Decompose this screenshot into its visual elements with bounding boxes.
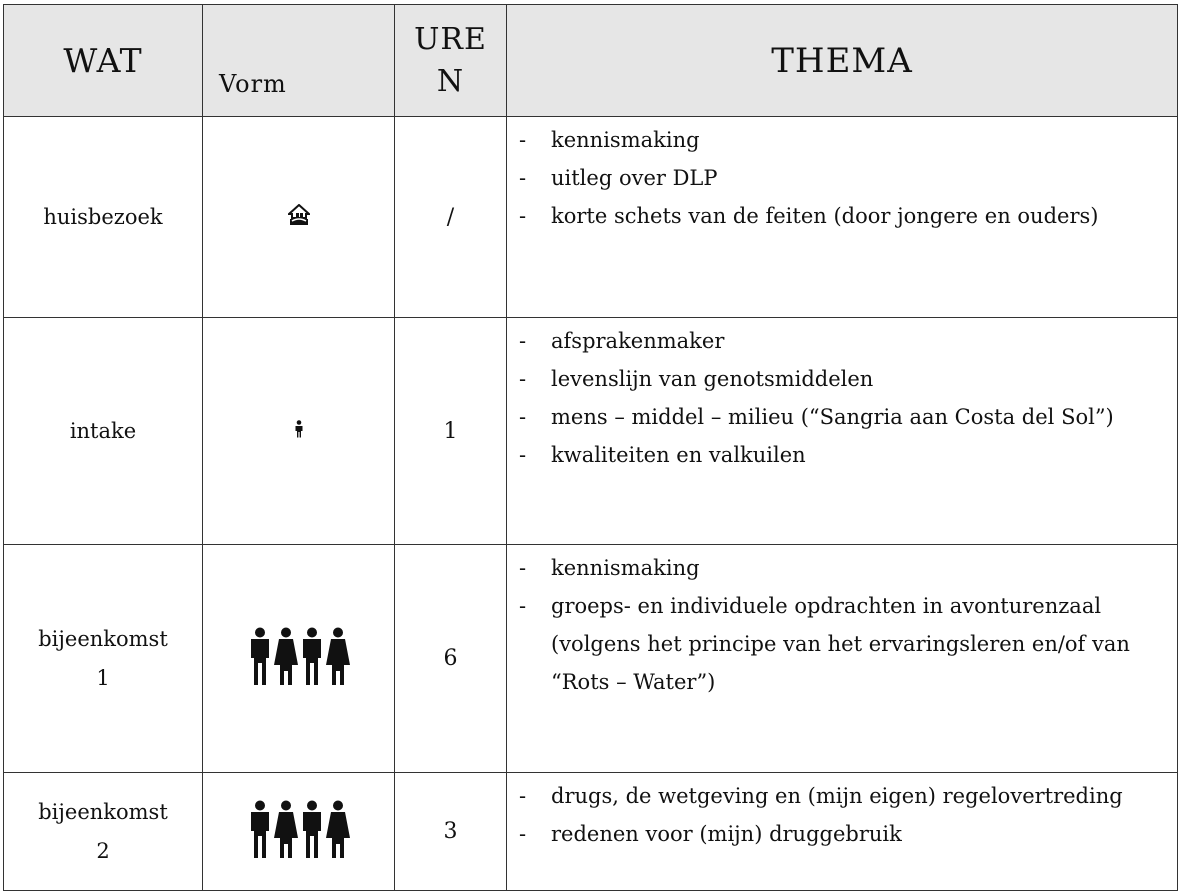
thema-item: - groeps- en individuele opdrachten in avonturenzaal (volgens het principe van het ervaringsleren en/of van “Rots – Water”)	[519, 587, 1177, 701]
header-thema: THEMA	[507, 5, 1178, 117]
vorm-cell	[203, 545, 395, 773]
wat-label: intake	[69, 418, 137, 443]
thema-cell	[507, 773, 1178, 891]
thema-list	[507, 322, 1177, 474]
house-visit-icon	[288, 204, 310, 230]
uren-cell: /	[395, 117, 507, 318]
vorm-cell	[203, 773, 395, 891]
wat-number: 2	[96, 838, 110, 863]
header-uren-line2: N	[436, 63, 465, 99]
thema-item: - drugs, de wetgeving en (mijn eigen) regelovertreding	[519, 777, 1177, 815]
thema-list	[507, 549, 1177, 701]
group-icon	[247, 800, 351, 864]
wat-label: bijeenkomst	[38, 626, 168, 651]
thema-item: - mens – middel – milieu (“Sangria aan Costa del Sol”)	[519, 398, 1177, 436]
header-vorm: Vorm	[203, 5, 395, 117]
thema-item: - korte schets van de feiten (door jongere en ouders)	[519, 197, 1177, 235]
wat-cell	[4, 545, 203, 773]
person-icon	[294, 420, 304, 442]
wat-label: huisbezoek	[43, 204, 163, 229]
table-row	[4, 773, 1178, 891]
uren-cell: 6	[395, 545, 507, 773]
header-uren	[395, 5, 507, 117]
thema-item: - kennismaking	[519, 549, 1177, 587]
wat-label: bijeenkomst	[38, 799, 168, 824]
table-row	[4, 545, 1178, 773]
wat-cell	[4, 117, 203, 318]
table-header-row	[4, 5, 1178, 117]
thema-item: - kennismaking	[519, 121, 1177, 159]
thema-item: - kwaliteiten en valkuilen	[519, 436, 1177, 474]
vorm-cell	[203, 117, 395, 318]
thema-cell	[507, 545, 1178, 773]
wat-cell	[4, 773, 203, 891]
vorm-cell	[203, 318, 395, 545]
thema-cell	[507, 318, 1178, 545]
group-icon	[247, 627, 351, 691]
uren-cell: 1	[395, 318, 507, 545]
wat-cell	[4, 318, 203, 545]
uren-cell: 3	[395, 773, 507, 891]
wat-number: 1	[96, 665, 110, 690]
table-row	[4, 117, 1178, 318]
table-row	[4, 318, 1178, 545]
thema-item: - levenslijn van genotsmiddelen	[519, 360, 1177, 398]
program-table	[3, 4, 1178, 891]
thema-item: - uitleg over DLP	[519, 159, 1177, 197]
header-uren-line1: URE	[414, 21, 487, 57]
header-wat: WAT	[4, 5, 203, 117]
thema-item: - redenen voor (mijn) druggebruik	[519, 815, 1177, 853]
thema-list	[507, 777, 1177, 853]
thema-list	[507, 121, 1177, 235]
thema-item: - afsprakenmaker	[519, 322, 1177, 360]
thema-cell	[507, 117, 1178, 318]
